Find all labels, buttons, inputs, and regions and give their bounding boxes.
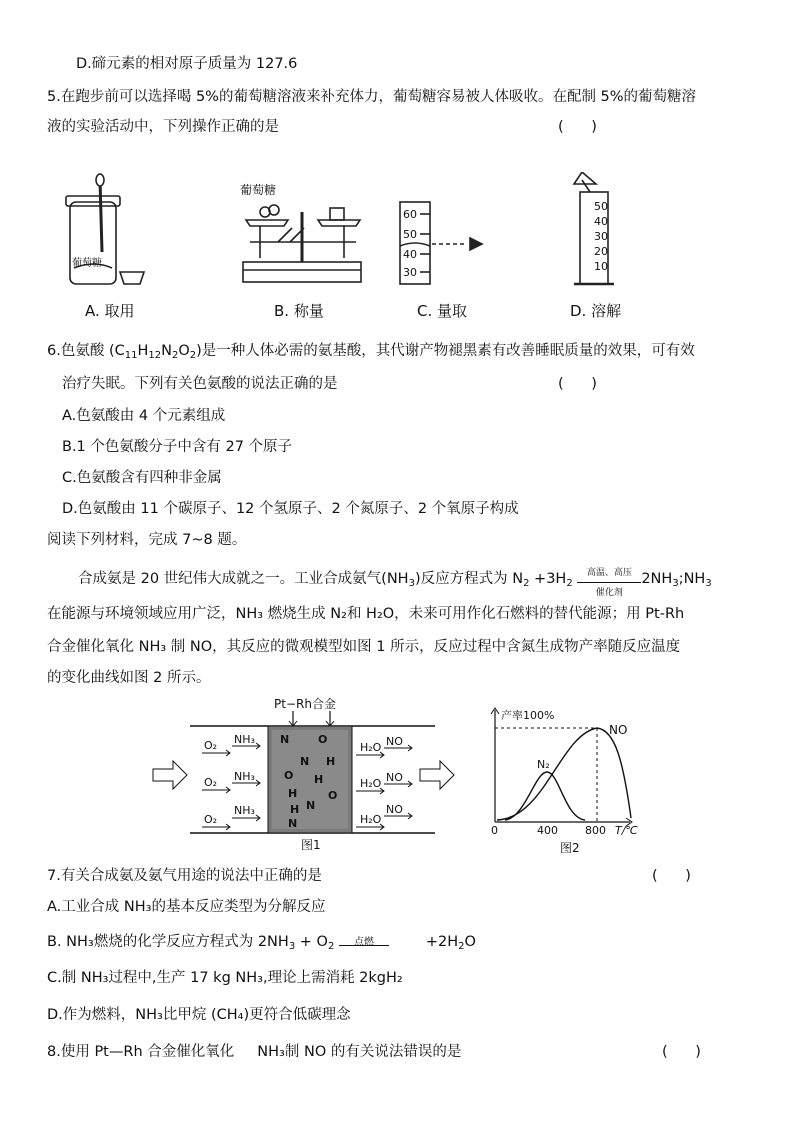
ignite-arrow: 点燃 (339, 943, 389, 946)
q7-stem: 7.有关合成氨及氨气用途的说法中正确的是 (47, 868, 322, 884)
nh3-label: NH₃ (234, 770, 255, 783)
q6-option-d: D.色氨酸由 11 个碳原子、12 个氢原子、2 个氮原子、2 个氧原子构成 (62, 501, 519, 517)
no-label: NO (386, 803, 403, 816)
figure-2-yield-chart (485, 700, 655, 860)
balance-figure (243, 205, 361, 282)
x-tick: 0 (491, 824, 498, 837)
q7-option-b: B. NH₃燃烧的化学反应方程式为 $2NH_3 + O_2$ 点燃 $+2H_2O$ (47, 934, 476, 952)
cyl-d-tick: 40 (594, 215, 608, 228)
atom-n: N (280, 733, 290, 746)
fig-b-label: 葡萄糖 (240, 183, 277, 197)
figure-1-reactor (150, 693, 480, 853)
q8-answer-paren: ( ) (662, 1044, 701, 1060)
cyl-c-tick: 40 (403, 248, 417, 261)
q5-answer-paren: ( ) (558, 119, 597, 135)
atom-h: H (314, 773, 324, 786)
no-series-label: NO (609, 723, 628, 737)
q5-caption-a: A. 取用 (85, 302, 135, 320)
q5-caption-d: D. 溶解 (570, 302, 622, 320)
q5-caption-c: C. 量取 (417, 302, 468, 320)
nh3-label: NH₃ (234, 733, 255, 746)
cyl-c-tick: 60 (403, 208, 417, 221)
q7-answer-paren: ( ) (652, 868, 691, 884)
x-tick: 400 (537, 824, 558, 837)
nh3-label: NH₃ (234, 804, 255, 817)
o2-label: O₂ (204, 739, 218, 752)
cyl-d-tick: 50 (594, 200, 608, 213)
material-p3: 合金催化氧化 NH₃ 制 NO，其反应的微观模型如图 1 所示，反应过程中含氮生成物产率随反应温度 (47, 639, 681, 655)
q6-option-c: C.色氨酸含有四种非金属 (62, 470, 222, 486)
fig-a-label: 葡萄糖 (72, 258, 102, 269)
cyl-d-tick: 20 (594, 245, 608, 258)
q5-caption-b: B. 称量 (274, 302, 324, 320)
atom-o: O (328, 789, 338, 802)
cyl-d-tick: 30 (594, 230, 608, 243)
atom-o: O (318, 733, 328, 746)
atom-o: O (284, 769, 294, 782)
reaction-arrow: 高温、高压 催化剂 (577, 572, 641, 583)
q5-stem-line1: 5.在跑步前可以选择喝 5%的葡萄糖溶液来补充体力，葡萄糖容易被人体吸收。在配制 5%的葡萄糖溶 (47, 89, 697, 105)
catalyst-label: Pt−Rh合金 (274, 697, 336, 711)
q5-stem-line2: 液的实验活动中，下列操作正确的是 (47, 119, 279, 135)
o2-label: O₂ (204, 813, 218, 826)
x-tick: 800 (585, 824, 606, 837)
cyl-d-tick: 10 (594, 260, 608, 273)
no-curve (497, 728, 631, 820)
n2-curve (505, 772, 585, 820)
q6-option-b: B.1 个色氨酸分子中含有 27 个原子 (62, 439, 293, 455)
n2-series-label: N₂ (537, 758, 550, 771)
q7-option-c: C.制 NH₃过程中,生产 17 kg NH₃,理论上需消耗 2kgH₂ (47, 970, 403, 986)
q7-option-d: D.作为燃料，NH₃比甲烷 (CH₄)更符合低碳理念 (47, 1007, 351, 1023)
atom-h: H (326, 755, 336, 768)
y-axis-label: 产率100% (501, 709, 555, 722)
figure-1-caption: 图1 (301, 838, 321, 852)
q6-stem-line2: 治疗失眠。下列有关色氨酸的说法正确的是 (62, 376, 338, 392)
material-p1: 合成氨是 20 世纪伟大成就之一。工业合成氨气$(NH_3)$反应方程式为 $N_2 +3H_2$ 高温、高压 催化剂 $2NH_3;NH_3$ (78, 568, 712, 598)
q6-answer-paren: ( ) (558, 376, 597, 392)
q6-stem-line1: 6.色氨酸 $(C_{11}H_{12}N_2O_2)$是一种人体必需的氨基酸，其代谢产物褪黑素有改善睡眠质量的效果，可有效 (47, 343, 695, 361)
material-intro: 阅读下列材料，完成 7~8 题。 (47, 532, 247, 548)
atom-n: N (306, 799, 316, 812)
material-p2: 在能源与环境领域应用广泛，NH₃ 燃烧生成 N₂和 H₂O，未来可用作化石燃料的替代能源；用 Pt-Rh (47, 606, 685, 622)
atom-n: N (300, 755, 310, 768)
q8-stem: 8.使用 Pt—Rh 合金催化氧化 NH₃制 NO 的有关说法错误的是 (47, 1044, 462, 1060)
h2o-label: H₂O (360, 741, 382, 754)
o2-label: O₂ (204, 776, 218, 789)
h2o-label: H₂O (360, 813, 382, 826)
no-label: NO (386, 771, 403, 784)
cyl-c-tick: 50 (403, 228, 417, 241)
material-p4: 的变化曲线如图 2 所示。 (47, 670, 211, 686)
q5-figures (60, 172, 660, 292)
atom-h: H (290, 803, 300, 816)
q6-option-a: A.色氨酸由 4 个元素组成 (62, 408, 226, 424)
atom-h: H (288, 787, 298, 800)
figure-2-caption: 图2 (560, 841, 580, 855)
q7-option-a: A.工业合成 NH₃的基本反应类型为分解反应 (47, 899, 326, 915)
cyl-c-tick: 30 (403, 266, 417, 279)
no-label: NO (386, 735, 403, 748)
x-axis-label: T/℃ (615, 824, 638, 837)
atom-n: N (288, 817, 298, 830)
q4-option-d: D.碲元素的相对原子质量为 127.6 (76, 56, 298, 72)
h2o-label: H₂O (360, 777, 382, 790)
